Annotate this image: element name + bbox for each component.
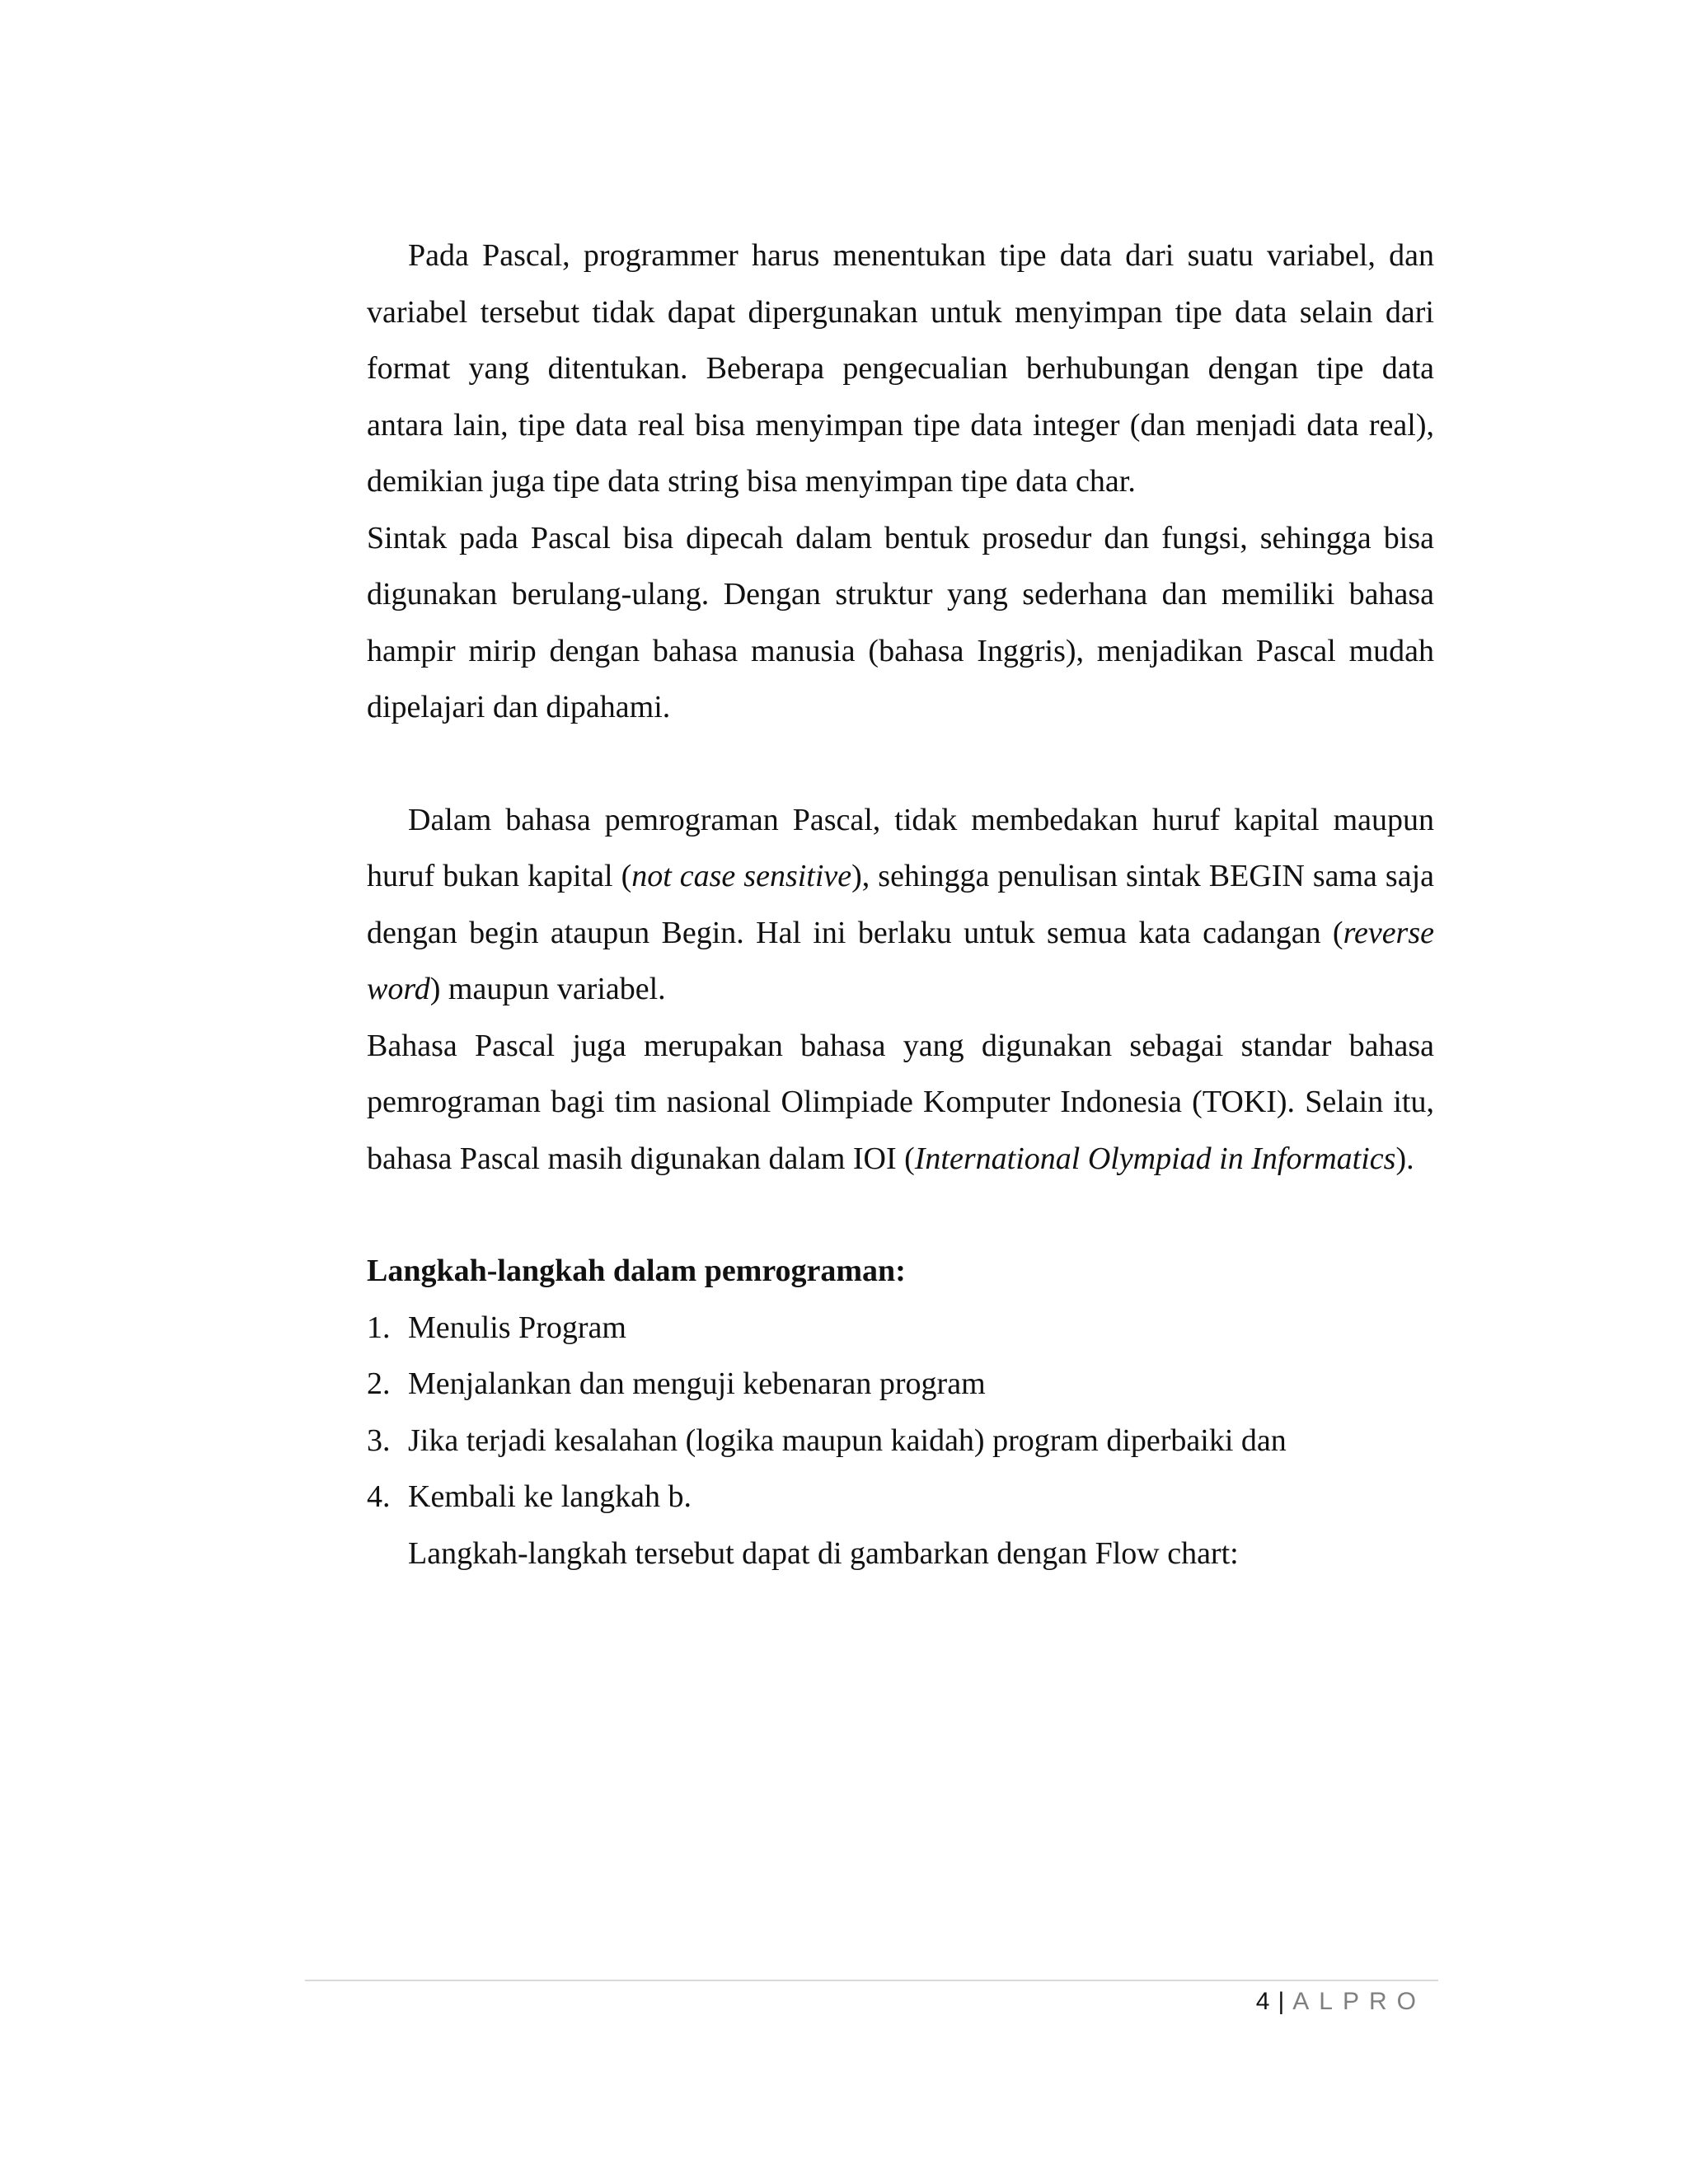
list-item	[367, 1356, 1434, 1413]
list-item	[367, 1469, 1434, 1526]
list-item	[367, 1300, 1434, 1357]
toki-text-part-2: ).	[1395, 1141, 1414, 1176]
list-item-text: Menulis Program	[408, 1310, 626, 1345]
list-item	[367, 1413, 1434, 1469]
section-gap	[367, 1187, 1434, 1243]
toki-text-part-1: Bahasa Pascal juga merupakan bahasa yang digunakan sebagai standar bahasa pemrograman bagi tim nasional Olimpiade Komputer Indonesia (TOKI). Selain itu, bahasa Pascal masih digunakan dalam IOI (	[367, 1028, 1434, 1176]
toki-term-ioi: International Olympiad in Informatics	[914, 1141, 1396, 1176]
list-item-text: Jika terjadi kesalahan (logika maupun kaidah) program diperbaiki dan	[408, 1422, 1287, 1458]
case-text-part-2: ), sehingga penulisan sintak BEGIN sama saja dengan begin ataupun Begin. Hal ini berlaku untuk semua kata cadangan (	[367, 859, 1434, 950]
page-number: 4	[1255, 1988, 1270, 2015]
paragraph-syntax: Sintak pada Pascal bisa dipecah dalam bentuk prosedur dan fungsi, sehingga bisa digunakan berulang-ulang. Dengan struktur yang sederhana dan memiliki bahasa hampir mirip dengan bahasa manusia (bahasa Inggris), menjadikan Pascal mudah dipelajari dan dipahami.	[367, 520, 1434, 724]
list-item-number: 2.	[367, 1366, 391, 1401]
case-text-part-3: ) maupun variabel.	[429, 972, 666, 1006]
paragraph-gap	[367, 736, 1434, 792]
paragraph-data-types: Pada Pascal, programmer harus menentukan tipe data dari suatu variabel, dan variabel tersebut tidak dapat dipergunakan untuk menyimpan tipe data selain dari format yang ditentukan. Beberapa pengecualian berhubungan dengan tipe data antara lain, tipe data real bisa menyimpan tipe data integer (dan menjadi data real), demikian juga tipe data string bisa menyimpan tipe data char.	[367, 238, 1434, 499]
list-item-number: 3.	[367, 1422, 391, 1458]
steps-heading: Langkah-langkah dalam pemrograman:	[367, 1254, 906, 1288]
paragraph-case-sensitivity	[367, 792, 1434, 1018]
footer-label: ALPRO	[1292, 1988, 1426, 2015]
case-term-reverse-word: reverse word	[367, 915, 1434, 1006]
list-item-text: Menjalankan dan menguji kebenaran program	[408, 1366, 986, 1401]
page-body	[367, 227, 1434, 1582]
flowchart-intro: Langkah-langkah tersebut dapat di gambarkan dengan Flow chart:	[408, 1535, 1239, 1571]
page-footer	[1256, 1981, 1426, 2022]
case-term-not-case-sensitive: not case sensitive	[631, 859, 852, 893]
steps-list	[367, 1300, 1434, 1526]
list-item-number: 1.	[367, 1310, 391, 1345]
list-item-text: Kembali ke langkah b.	[408, 1479, 692, 1514]
list-item-number: 4.	[367, 1479, 391, 1514]
paragraph-toki	[367, 1018, 1434, 1188]
case-text-part-1: Dalam bahasa pemrograman Pascal, tidak membedakan huruf kapital maupun huruf bukan kapital (	[367, 802, 1434, 893]
footer-separator: |	[1278, 1988, 1285, 2015]
